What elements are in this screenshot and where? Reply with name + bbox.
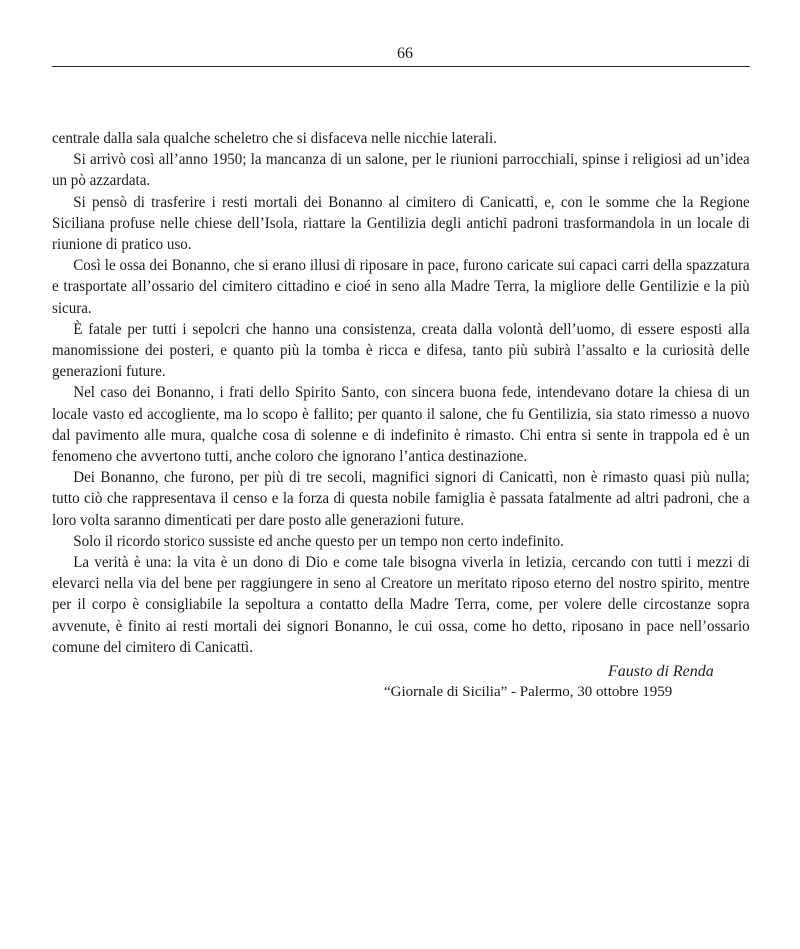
- author-signature: Fausto di Renda: [608, 663, 714, 680]
- paragraph-8: Solo il ricordo storico sussiste ed anche questo per un tempo non certo indefinito.: [73, 532, 564, 550]
- paragraph-7: Dei Bonanno, che furono, per più di tre secoli, magnifici signori di Canicattì, non è rimasto quasi più nulla; tutto ciò che rappresentava il censo e la forza di questa nobile famiglia è passata fatalmente ad altri padroni, che a loro volta saranno dimenticati per dare posto alle generazioni future.: [52, 469, 750, 529]
- paragraph-6: Nel caso dei Bonanno, i frati dello Spirito Santo, con sincera buona fede, intendevano dotare la chiesa di un locale vasto ed accogliente, ma lo scopo è fallito; per quanto il salone, che fu Gentilizia, sia stato rimesso a nuovo dal pavimento alle mura, qualche cosa di solenne e di indefinito è rimasto. Chi entra si sente in trappola ed è un fenomeno che avvertono tutti, anche coloro che ignorano l’antica destinazione.: [52, 384, 750, 466]
- article-body: [52, 128, 750, 658]
- source-citation: “Giornale di Sicilia” - Palermo, 30 ottobre 1959: [384, 684, 673, 700]
- paragraph-4: Così le ossa dei Bonanno, che si erano illusi di riposare in pace, furono caricate sui capaci carri della spazzatura e trasportate all’ossario del cimitero cittadino e cioé in seno alla Madre Terra, la migliore delle Gentilizie e la più sicura.: [52, 257, 750, 317]
- paragraph-3: Si pensò di trasferire i resti mortali dei Bonanno al cimitero di Canicattì, e, con le somme che la Regione Siciliana profuse nelle chiese dell’Isola, riattare la Gentilizia degli antichi padroni trasformandola in un locale di riunione di pratico uso.: [52, 193, 750, 254]
- header-rule: [52, 66, 750, 67]
- paragraph-2: Si arrivò così all’anno 1950; la mancanza di un salone, per le riunioni parrocchiali, spinse i religiosi ad un’idea un pò azzardata.: [52, 151, 750, 190]
- paragraph-5: È fatale per tutti i sepolcri che hanno una consistenza, creata dalla volontà dell’uomo, di essere esposti alla manomissione dei posteri, e quanto più la tomba è ricca e difesa, tanto più subirà l’assalto e la curiosità delle generazioni future.: [52, 320, 750, 381]
- page-number: 66: [397, 45, 413, 62]
- paragraph-1: centrale dalla sala qualche scheletro che si disfaceva nelle nicchie laterali.: [52, 130, 497, 147]
- paragraph-9: La verità è una: la vita è un dono di Dio e come tale bisogna viverla in letizia, cercando con tutti i mezzi di elevarci nella via del bene per raggiungere in seno al Creatore un meritato riposo eterno del nostro spirito, mentre per il corpo è consigliabile la sepoltura a contatto della Madre Terra, come, per volere delle circostanze sopra avvenute, è finito ai resti mortali dei signori Bonanno, le cui ossa, come ho detto, riposano in pace nell’ossario comune del cimitero di Canicattì.: [52, 554, 750, 656]
